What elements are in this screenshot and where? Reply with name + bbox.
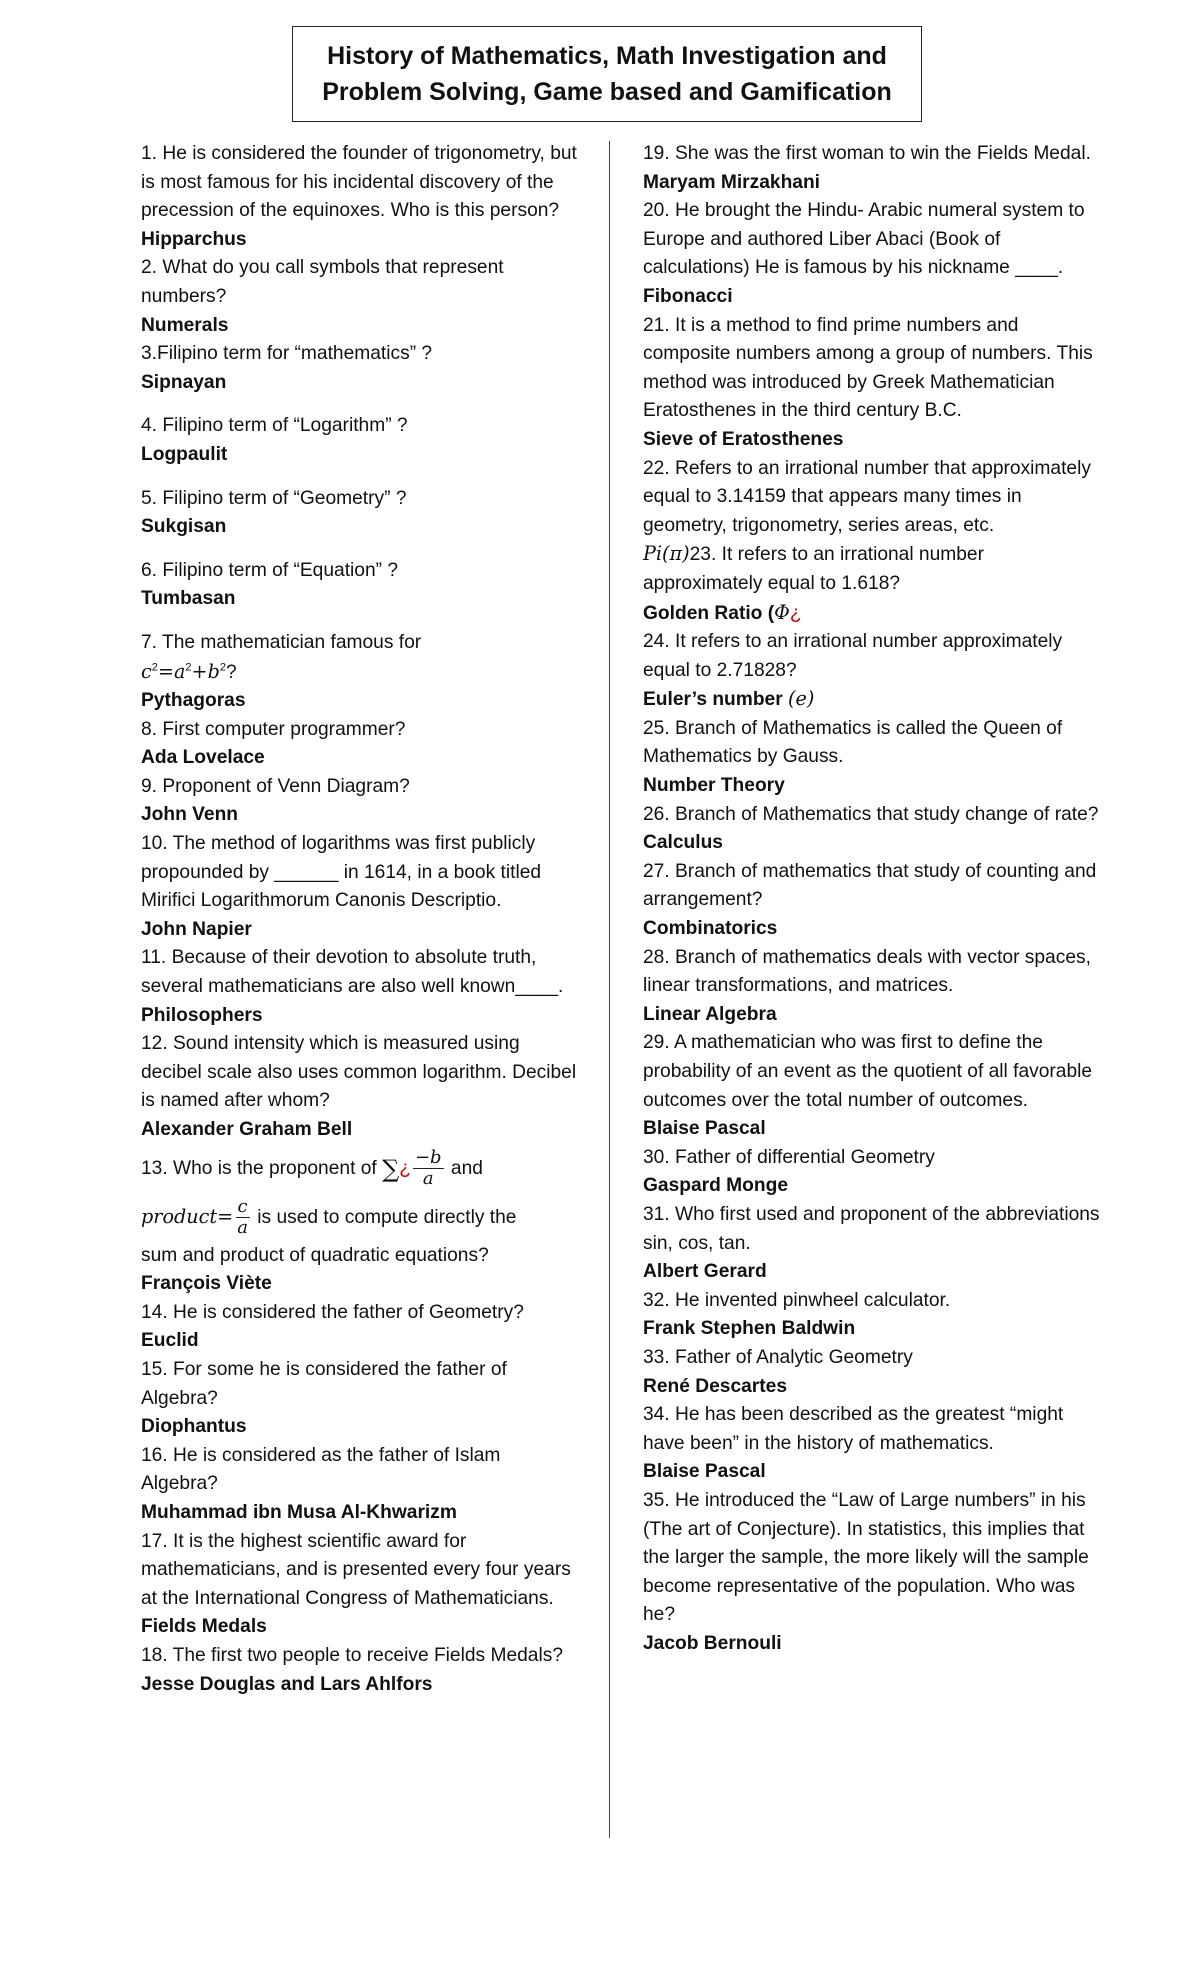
question-25: 25. Branch of Mathematics is called the Queen of Mathematics by Gauss. <box>643 717 1063 768</box>
fraction-c-over-a <box>235 1197 250 1238</box>
answer-29: Blaise Pascal <box>643 1118 766 1140</box>
inverted-question-mark: ¿ <box>399 1157 411 1179</box>
answer-24 <box>643 685 1103 715</box>
phi-symbol: Φ <box>774 600 790 624</box>
question-13-post: is used to compute directly the <box>257 1206 517 1228</box>
question-19: 19. She was the first woman to win the Fields Medal. <box>643 143 1091 164</box>
question-23: 23. It refers to an irrational number approximately equal to 1.618? <box>643 544 984 594</box>
formula-c: c <box>141 659 152 683</box>
fraction-2-denominator: a <box>237 1217 248 1239</box>
question-20: 20. He brought the Hindu- Arabic numeral system to Europe and authored Liber Abaci (Book of calculations) He is famous by his nickname ____. <box>643 200 1085 279</box>
answer-12: Alexander Graham Bell <box>141 1119 353 1140</box>
exp-b: 2 <box>219 661 227 674</box>
question-29: 29. A mathematician who was first to define the probability of an event as the quotient of all favorable outcomes over the total number of outcomes. <box>643 1032 1093 1111</box>
answer-32: Frank Stephen Baldwin <box>643 1318 856 1340</box>
answer-17: Fields Medals <box>141 1616 267 1638</box>
question-13-end: sum and product of quadratic equations? <box>141 1244 489 1266</box>
right-column <box>643 140 1103 1658</box>
question-7: 7. The mathematician famous for <box>141 631 422 653</box>
answer-31: Albert Gerard <box>643 1261 767 1283</box>
answer-10: John Napier <box>141 918 252 940</box>
fraction-neg-b-over-a <box>413 1148 444 1189</box>
answer-22-question-23 <box>643 540 1103 598</box>
column-divider <box>609 141 610 1838</box>
answer-23 <box>643 599 1103 629</box>
answer-6: Tumbasan <box>141 588 236 610</box>
question-34: 34. He has been described as the greatest “might have been” in the history of mathematics. <box>643 1404 1064 1454</box>
answer-24-text: Euler’s number <box>643 689 783 711</box>
formula-b: b <box>207 659 220 683</box>
question-12: 12. Sound intensity which is measured using decibel scale also uses common logarithm. Decibel is named after whom? <box>141 1033 577 1112</box>
question-15: 15. For some he is considered the father of Algebra? <box>141 1359 507 1409</box>
question-11: 11. Because of their devotion to absolute truth, several mathematicians are also well known____. <box>141 947 564 998</box>
fraction-1-numerator: −b <box>414 1147 442 1169</box>
sigma-symbol: ∑ <box>382 1154 400 1183</box>
left-column <box>141 140 581 1699</box>
answer-1: Hipparchus <box>141 228 247 250</box>
question-7-formula <box>141 658 581 688</box>
question-8: 8. First computer programmer? <box>141 718 406 740</box>
answer-2: Numerals <box>141 314 229 336</box>
question-13-pre: 13. Who is the proponent of <box>141 1157 377 1179</box>
answer-21: Sieve of Eratosthenes <box>643 428 844 450</box>
exp-a: 2 <box>185 661 192 674</box>
answer-22-pi: Pi(π) <box>643 542 690 566</box>
question-16: 16. He is considered as the father of Islam Algebra? <box>141 1444 501 1495</box>
euler-e: (e) <box>788 687 815 711</box>
question-22: 22. Refers to an irrational number that approximately equal to 3.14159 that appears many times in geometry, trigonometry, series areas, etc. <box>643 457 1091 536</box>
question-1: 1. He is considered the founder of trigonometry, but is most famous for his incidental discovery of the precession of the equinoxes. Who is this person? <box>141 143 577 222</box>
answer-23-text: Golden Ratio ( <box>643 602 775 624</box>
answer-27: Combinatorics <box>643 918 778 940</box>
answer-20: Fibonacci <box>643 285 733 307</box>
answer-5: Sukgisan <box>141 516 227 538</box>
question-27: 27. Branch of mathematics that study of counting and arrangement? <box>643 860 1097 911</box>
answer-18: Jesse Douglas and Lars Ahlfors <box>141 1673 433 1695</box>
question-13-line-1 <box>141 1145 581 1193</box>
title-line-1: History of Mathematics, Math Investigation and <box>327 42 887 70</box>
phi-inverted-question-mark: ¿ <box>789 602 802 624</box>
answer-9: John Venn <box>141 804 239 826</box>
formula-a: a <box>173 659 186 683</box>
question-21: 21. It is a method to find prime numbers and composite numbers among a group of numbers. This method was introduced by Greek Mathematician Eratosthenes in the third century B.C. <box>643 314 1093 422</box>
question-33: 33. Father of Analytic Geometry <box>643 1346 913 1368</box>
answer-26: Calculus <box>643 832 723 854</box>
question-30: 30. Father of differential Geometry <box>643 1146 935 1168</box>
answer-30: Gaspard Monge <box>643 1175 788 1197</box>
question-24: 24. It refers to an irrational number approximately equal to 2.71828? <box>643 631 1063 681</box>
answer-28: Linear Algebra <box>643 1003 777 1025</box>
formula-eq: = <box>157 659 174 683</box>
product-label: product= <box>141 1204 234 1228</box>
fraction-2-numerator: c <box>237 1196 248 1218</box>
question-26: 26. Branch of Mathematics that study change of rate? <box>643 803 1099 825</box>
question-2: 2. What do you call symbols that represent numbers? <box>141 257 504 307</box>
question-35: 35. He introduced the “Law of Large numbers” in his (The art of Conjecture). In statistics, this implies that the larger the sample, the more likely will the sample become representative of the population. Who was he? <box>643 1489 1089 1626</box>
answer-19: Maryam Mirzakhani <box>643 171 821 193</box>
document-title-box <box>292 26 922 122</box>
formula-plus: + <box>191 659 208 683</box>
question-4: 4. Filipino term of “Logarithm” ? <box>141 415 408 437</box>
answer-11: Philosophers <box>141 1004 263 1026</box>
fraction-1-denominator: a <box>422 1168 434 1190</box>
question-9: 9. Proponent of Venn Diagram? <box>141 775 410 797</box>
question-32: 32. He invented pinwheel calculator. <box>643 1289 951 1311</box>
question-14: 14. He is considered the father of Geometry? <box>141 1301 524 1323</box>
answer-15: Diophantus <box>141 1416 247 1438</box>
question-5: 5. Filipino term of “Geometry” ? <box>141 487 407 509</box>
answer-16: Muhammad ibn Musa Al-Khwarizm <box>141 1502 457 1524</box>
answer-33: René Descartes <box>643 1375 787 1397</box>
question-18: 18. The first two people to receive Fields Medals? <box>141 1644 563 1666</box>
answer-8: Ada Lovelace <box>141 747 265 769</box>
question-28: 28. Branch of mathematics deals with vector spaces, linear transformations, and matrices. <box>643 946 1091 997</box>
question-13-and: and <box>450 1157 483 1179</box>
answer-35: Jacob Bernouli <box>643 1632 782 1654</box>
question-13-line-2 <box>141 1193 581 1242</box>
answer-7: Pythagoras <box>141 690 246 712</box>
answer-25: Number Theory <box>643 775 785 797</box>
answer-3: Sipnayan <box>141 371 227 393</box>
title-line-2: Problem Solving, Game based and Gamification <box>322 78 892 106</box>
exp-c: 2 <box>151 661 158 674</box>
question-31: 31. Who first used and proponent of the abbreviations sin, cos, tan. <box>643 1203 1100 1254</box>
answer-4: Logpaulit <box>141 443 228 465</box>
answer-13: François Viète <box>141 1273 272 1295</box>
answer-14: Euclid <box>141 1330 199 1352</box>
question-3: 3.Filipino term for “mathematics” ? <box>141 343 433 365</box>
question-6: 6. Filipino term of “Equation” ? <box>141 559 399 581</box>
formula-end: ? <box>226 661 237 683</box>
answer-34: Blaise Pascal <box>643 1461 766 1483</box>
question-10: 10. The method of logarithms was first publicly propounded by ______ in 1614, in a book titled Mirifici Logarithmorum Canonis Descriptio. <box>141 833 542 912</box>
question-17: 17. It is the highest scientific award for mathematicians, and is presented every four years at the International Congress of Mathematicians. <box>141 1530 571 1609</box>
